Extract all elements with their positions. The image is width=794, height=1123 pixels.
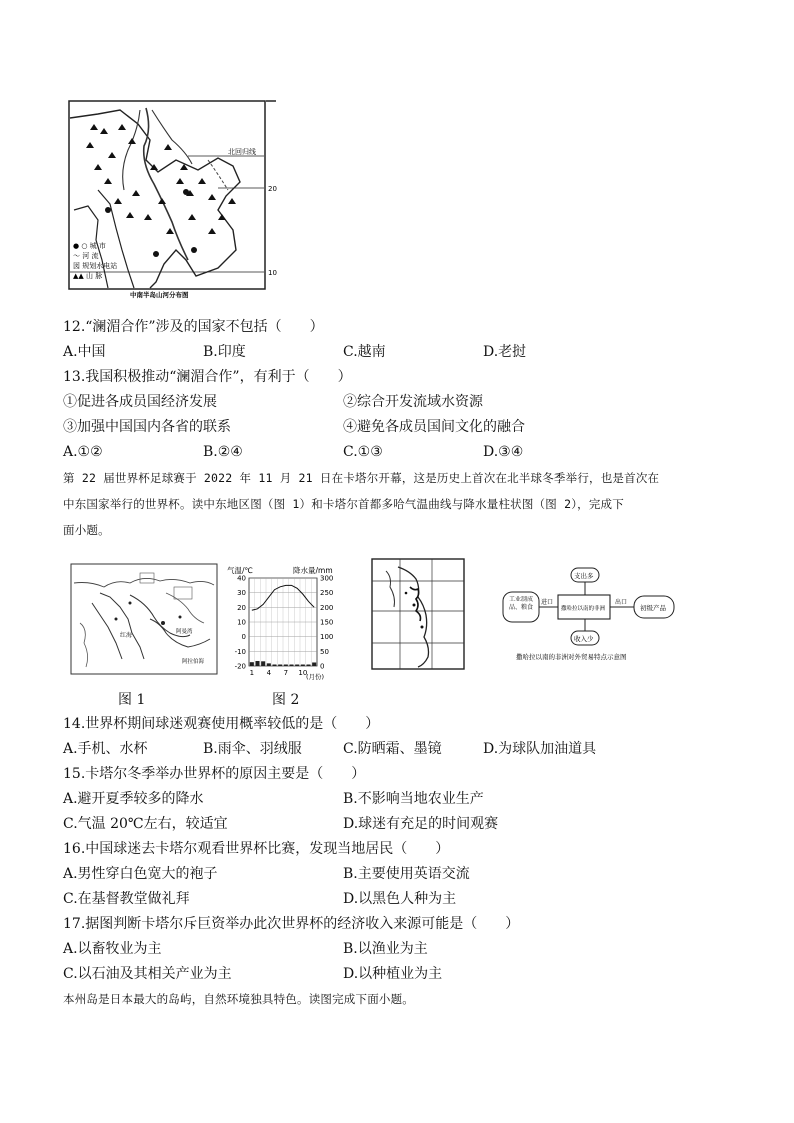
chart-month-tick: 4 xyxy=(266,669,272,677)
fig2-month-label: (月份) xyxy=(306,673,325,681)
q14-option-b[interactable]: B.雨伞、羽绒服 xyxy=(203,741,302,757)
q15-option-c[interactable]: C.气温 20℃左右，较适宜 xyxy=(63,816,228,832)
q16-option-a[interactable]: A.男性穿白色宽大的袍子 xyxy=(63,866,218,882)
fig4-trade-diagram xyxy=(500,565,696,665)
worldcup-intro-line1: 第 22 届世界杯足球赛于 2022 年 11 月 21 日在卡塔尔开幕，这是历史上首次在北半球冬季举行，也是首次在 xyxy=(63,471,660,485)
q16-option-d[interactable]: D.以黑色人种为主 xyxy=(343,891,457,907)
chart-precip-bar xyxy=(312,662,316,666)
q13-item-1: ①促进各成员国经济发展 xyxy=(63,394,217,410)
q17-option-c[interactable]: C.以石油及其相关产业为主 xyxy=(63,966,232,982)
chart-precip-tick: 250 xyxy=(320,589,334,598)
q14-option-c[interactable]: C.防晒霜、墨镜 xyxy=(343,741,442,757)
chart-precip-bar xyxy=(267,663,271,666)
q16-option-c[interactable]: C.在基督教堂做礼拜 xyxy=(63,891,190,907)
chart-precip-bar xyxy=(284,665,288,667)
chart-temp-tick: -10 xyxy=(234,647,246,656)
chart-temp-tick: -20 xyxy=(234,662,246,671)
chart-precip-bar xyxy=(250,662,254,666)
q14-option-a[interactable]: A.手机、水杯 xyxy=(63,741,148,757)
q17-stem: 17.据图判断卡塔尔斥巨资举办此次世界杯的经济收入来源可能是（ ） xyxy=(63,916,520,932)
q17-option-d[interactable]: D.以种植业为主 xyxy=(343,966,443,982)
q12-option-a[interactable]: A.中国 xyxy=(63,344,106,360)
chart-precip-tick: 200 xyxy=(320,603,334,612)
chart-precip-tick: 150 xyxy=(320,618,334,627)
legend-river: 〜 河 流 xyxy=(73,252,99,260)
fig3-map xyxy=(370,557,466,671)
chart-precip-tick: 0 xyxy=(320,662,325,671)
q13-item-3: ③加强中国国内各省的联系 xyxy=(63,419,231,435)
fig4-bottom-label: 收入少 xyxy=(574,635,594,643)
chart-precip-bar xyxy=(289,665,293,667)
q15-option-b[interactable]: B.不影响当地农业生产 xyxy=(343,791,484,807)
q16-stem: 16.中国球迷去卡塔尔观看世界杯比赛，发现当地居民（ ） xyxy=(63,841,450,857)
honshu-intro: 本州岛是日本最大的岛屿，自然环境独具特色。读图完成下面小题。 xyxy=(63,992,414,1006)
fig2-precip-axis-label: 降水量/mm xyxy=(293,566,333,575)
chart-precip-tick: 50 xyxy=(320,647,329,656)
chart-temp-tick: 10 xyxy=(237,618,246,627)
fig4-right-box: 初级产品 xyxy=(640,604,666,612)
q17-option-a[interactable]: A.以畜牧业为主 xyxy=(63,941,162,957)
fig1-label-gulf-oman: 阿曼湾 xyxy=(176,629,193,635)
chart-precip-bar xyxy=(295,665,299,667)
q13-option-c[interactable]: C.①③ xyxy=(343,444,383,460)
chart-precip-tick: 100 xyxy=(320,633,334,642)
q13-item-2: ②综合开发流域水资源 xyxy=(343,394,483,410)
lat20-label: 20 xyxy=(268,185,277,193)
fig4-right-arrow-label: 出口 xyxy=(615,599,628,606)
fig2-climate-chart xyxy=(223,564,341,686)
fig4-caption: 撒哈拉以南的非洲对外贸易特点示意图 xyxy=(516,653,627,661)
q12-option-c[interactable]: C.越南 xyxy=(343,344,386,360)
fig1-label-red-sea: 红海 xyxy=(120,632,133,639)
fig4-center-label: 撒哈拉以南的非洲 xyxy=(561,606,606,612)
lat10-label: 10 xyxy=(268,269,277,277)
q13-option-b[interactable]: B.②④ xyxy=(203,444,243,460)
chart-temp-tick: 0 xyxy=(241,633,246,642)
q14-stem: 14.世界杯期间球迷观赛使用概率较低的是（ ） xyxy=(63,716,380,732)
worldcup-intro-line2: 中东国家举行的世界杯。读中东地区图（图 1）和卡塔尔首都多哈气温曲线与降水量柱状图（图 2），完成下 xyxy=(63,497,624,511)
fig4-left-box: 工业制成品、粮食 xyxy=(508,596,533,611)
q17-option-b[interactable]: B.以渔业为主 xyxy=(343,941,428,957)
chart-precip-bar xyxy=(255,661,259,666)
mekong-map xyxy=(68,100,278,300)
legend-mountain: ▲▲ 山 脉 xyxy=(73,272,103,280)
chart-precip-bar xyxy=(261,661,265,666)
chart-precip-bar xyxy=(278,665,282,667)
q13-option-a[interactable]: A.①② xyxy=(63,444,103,460)
q14-option-d[interactable]: D.为球队加油道具 xyxy=(483,741,597,757)
tropic-label: 北回归线 xyxy=(228,148,256,156)
q12-option-b[interactable]: B.印度 xyxy=(203,344,246,360)
legend-city: ● ○ 城 市 xyxy=(73,242,106,250)
chart-precip-tick: 300 xyxy=(320,574,334,583)
fig2-caption: 图 2 xyxy=(272,692,300,708)
chart-precip-bar xyxy=(272,665,276,667)
q12-stem: 12.“澜湄合作”涉及的国家不包括（ ） xyxy=(63,319,324,335)
chart-month-tick: 1 xyxy=(249,669,255,677)
q15-option-a[interactable]: A.避开夏季较多的降水 xyxy=(63,791,204,807)
fig1-middle-east-map xyxy=(70,563,218,675)
fig4-top-label: 支出多 xyxy=(574,572,594,580)
fig4-left-arrow-label: 进口 xyxy=(541,599,554,606)
fig1-caption: 图 1 xyxy=(118,692,146,708)
q12-option-d[interactable]: D.老挝 xyxy=(483,344,527,360)
chart-month-tick: 7 xyxy=(283,669,289,677)
fig2-temp-axis-label: 气温/℃ xyxy=(227,566,253,575)
q16-option-b[interactable]: B.主要使用英语交流 xyxy=(343,866,470,882)
fig1-label-arabian-sea: 阿拉伯海 xyxy=(182,659,205,665)
chart-temp-tick: 20 xyxy=(237,603,246,612)
mekong-map-caption: 中南半岛山河分布图 xyxy=(130,291,189,299)
chart-temp-tick: 30 xyxy=(237,589,246,598)
chart-precip-bar xyxy=(301,665,305,667)
chart-month-tick: 10 xyxy=(298,669,308,677)
worldcup-intro-line3: 面小题。 xyxy=(63,523,110,537)
legend-dam: 図 规划水电站 xyxy=(73,262,118,270)
chart-temp-tick: 40 xyxy=(237,574,246,583)
q15-stem: 15.卡塔尔冬季举办世界杯的原因主要是（ ） xyxy=(63,766,366,782)
q13-item-4: ④避免各成员国间文化的融合 xyxy=(343,419,525,435)
q13-stem: 13.我国积极推动“澜湄合作”，有利于（ ） xyxy=(63,369,352,385)
q13-option-d[interactable]: D.③④ xyxy=(483,444,524,460)
q15-option-d[interactable]: D.球迷有充足的时间观赛 xyxy=(343,816,499,832)
chart-precip-bar xyxy=(306,665,310,667)
